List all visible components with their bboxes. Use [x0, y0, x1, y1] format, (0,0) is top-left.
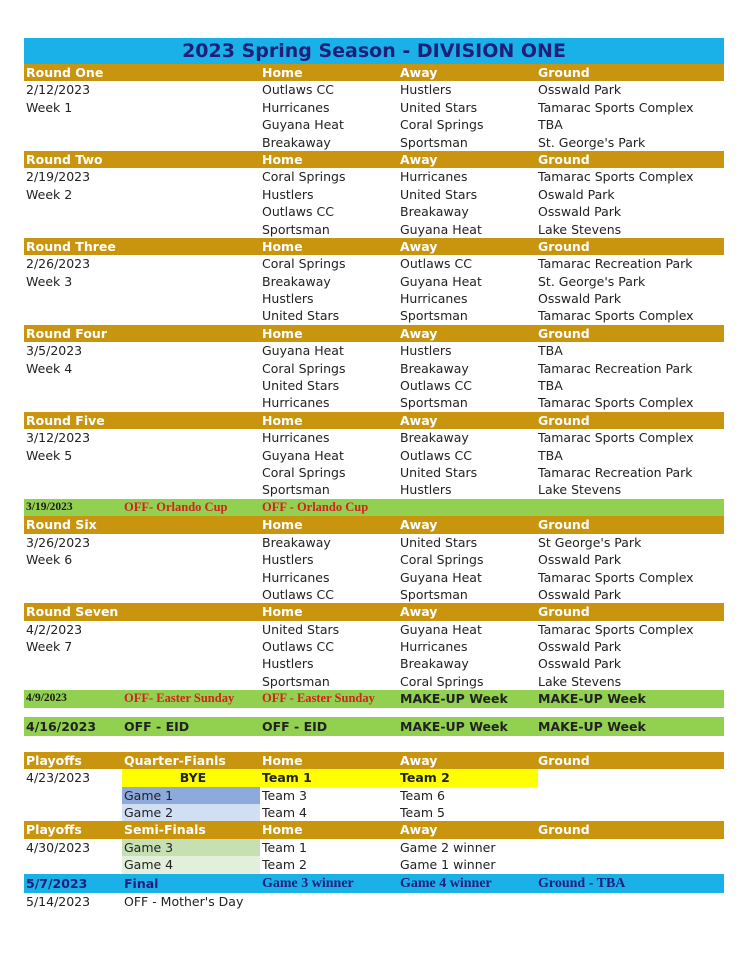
game-away: Team 6: [400, 787, 445, 803]
home-team: United Stars: [262, 378, 340, 394]
playoffs-qf-header: [24, 752, 724, 769]
away-team: United Stars: [400, 464, 478, 480]
game-label: Game 2: [124, 805, 174, 821]
ground-header: Ground: [538, 151, 590, 167]
away-header: Away: [400, 412, 438, 428]
match-row: [24, 551, 724, 568]
match-row: [24, 429, 724, 446]
match-row: [24, 464, 724, 481]
round-name: Round Five: [26, 412, 105, 428]
round-week: Week 4: [26, 360, 73, 376]
off-home: OFF - Easter Sunday: [262, 691, 375, 706]
round-header: [24, 64, 724, 81]
ground: Lake Stevens: [538, 221, 622, 237]
home-team: Sportsman: [262, 221, 330, 237]
match-row: [24, 221, 724, 238]
away-header: Away: [400, 604, 438, 620]
ground-header: Ground: [538, 238, 590, 254]
ground: Tamarac Sports Complex: [538, 99, 694, 115]
home-header: Home: [262, 517, 303, 533]
round-week: Week 5: [26, 447, 73, 463]
ground-header: Ground: [538, 65, 590, 80]
ground: Tamarac Sports Complex: [538, 430, 694, 446]
round-header: [24, 151, 724, 168]
ground-header: Ground: [538, 752, 590, 768]
makeup-ground: MAKE-UP Week: [538, 691, 646, 707]
round-name: Round Two: [26, 151, 103, 167]
ground: Osswald Park: [538, 586, 622, 602]
away-header: Away: [400, 151, 438, 167]
off-label: OFF- Orlando Cup: [124, 499, 228, 514]
off-row-orlando: [24, 499, 724, 517]
makeup-away: MAKE-UP Week: [400, 718, 508, 734]
game-home: Team 4: [262, 805, 307, 821]
ground: St. George's Park: [538, 273, 646, 289]
home-header: Home: [262, 238, 303, 254]
round-name: Round Four: [26, 325, 107, 341]
match-row: [24, 186, 724, 203]
home-team: Coral Springs: [262, 169, 346, 185]
game-label: Game 1: [124, 787, 174, 803]
away-team: United Stars: [400, 534, 478, 550]
ground: Osswald Park: [538, 552, 622, 568]
ground: Lake Stevens: [538, 482, 622, 498]
home-team: Guyana Heat: [262, 447, 344, 463]
round-date: 3/12/2023: [26, 430, 91, 446]
qf-game1-row: [24, 787, 724, 804]
round-week: Week 3: [26, 273, 73, 289]
home-team: Coral Springs: [262, 256, 346, 272]
home-team: Hustlers: [262, 552, 314, 568]
home-team: Hurricanes: [262, 99, 330, 115]
sf-date: 4/30/2023: [26, 839, 91, 855]
ground: Osswald Park: [538, 82, 622, 98]
ground-header: Ground: [538, 604, 590, 620]
off-home: OFF - Orlando Cup: [262, 499, 369, 514]
match-row: [24, 342, 724, 359]
home-header: Home: [262, 752, 303, 768]
sheet-title: 2023 Spring Season - DIVISION ONE: [24, 38, 724, 64]
stage-label: Semi-Finals: [124, 822, 206, 838]
stage-label: Quarter-Fianls: [124, 752, 226, 768]
away-team: Guyana Heat: [400, 569, 482, 585]
away-team: Hurricanes: [400, 291, 468, 307]
home-team: Outlaws CC: [262, 204, 334, 220]
match-row: [24, 394, 724, 411]
home-team: Hustlers: [262, 291, 314, 307]
ground: Osswald Park: [538, 291, 622, 307]
game-away: Game 2 winner: [400, 839, 496, 855]
ground-header: Ground: [538, 517, 590, 533]
last-label: OFF - Mother's Day: [124, 893, 244, 909]
home-team: Hurricanes: [262, 430, 330, 446]
ground: Oswald Park: [538, 186, 615, 202]
makeup-away: MAKE-UP Week: [400, 691, 508, 707]
game-label: Game 4: [124, 857, 174, 873]
away-team: Sportsman: [400, 308, 468, 324]
final-ground: Ground - TBA: [538, 875, 626, 891]
ground: Lake Stevens: [538, 673, 622, 689]
playoffs-label: Playoffs: [26, 752, 82, 768]
match-row: [24, 203, 724, 220]
away-team: Hurricanes: [400, 639, 468, 655]
off-date: 4/9/2023: [26, 692, 67, 705]
round-date: 3/26/2023: [26, 534, 91, 550]
away-team: Outlaws CC: [400, 256, 472, 272]
game-home: Team 3: [262, 787, 307, 803]
home-team: Sportsman: [262, 482, 330, 498]
away-team: Guyana Heat: [400, 273, 482, 289]
round-date: 2/12/2023: [26, 82, 91, 98]
ground: Osswald Park: [538, 639, 622, 655]
game-away: Game 1 winner: [400, 857, 496, 873]
game-label: Game 3: [124, 839, 174, 855]
schedule-sheet: [24, 38, 724, 910]
home-team: United Stars: [262, 621, 340, 637]
match-row: [24, 534, 724, 551]
off-row-eid: [24, 717, 724, 736]
match-row: [24, 621, 724, 638]
off-date: 4/16/2023: [26, 718, 97, 734]
round-header: [24, 516, 724, 533]
away-team: Hurricanes: [400, 169, 468, 185]
away-team: Breakaway: [400, 656, 469, 672]
qf-bye-row: [24, 769, 724, 786]
home-team: Outlaws CC: [262, 82, 334, 98]
round-week: Week 6: [26, 552, 73, 568]
bye-label: BYE: [179, 770, 207, 786]
sf-game4-row: [24, 856, 724, 873]
away-team: Coral Springs: [400, 117, 484, 133]
ground: TBA: [538, 117, 563, 133]
away-header: Away: [400, 822, 438, 838]
final-date: 5/7/2023: [26, 875, 88, 891]
home-team: Sportsman: [262, 673, 330, 689]
off-home: OFF - EID: [262, 718, 328, 734]
round-name: Round Three: [26, 238, 116, 254]
qf-date: 4/23/2023: [26, 770, 91, 786]
away-team: Breakaway: [400, 360, 469, 376]
round-date: 3/5/2023: [26, 343, 83, 359]
final-label: Final: [124, 875, 159, 891]
match-row: [24, 447, 724, 464]
home-header: Home: [262, 65, 303, 80]
away-header: Away: [400, 238, 438, 254]
away-team: Coral Springs: [400, 552, 484, 568]
home-team: Hurricanes: [262, 569, 330, 585]
home-team: Guyana Heat: [262, 117, 344, 133]
round-name: Round One: [26, 65, 104, 80]
game-home: Team 2: [262, 857, 307, 873]
away-team: United Stars: [400, 186, 478, 202]
match-row: [24, 134, 724, 151]
match-row: [24, 116, 724, 133]
match-row: [24, 377, 724, 394]
off-label: OFF- Easter Sunday: [124, 691, 235, 706]
away-header: Away: [400, 325, 438, 341]
home-team: Breakaway: [262, 134, 331, 150]
away-header: Away: [400, 517, 438, 533]
ground-header: Ground: [538, 412, 590, 428]
match-row: [24, 655, 724, 672]
home-team: Breakaway: [262, 273, 331, 289]
home-team: Hustlers: [262, 186, 314, 202]
ground: TBA: [538, 447, 563, 463]
match-row: [24, 638, 724, 655]
home-team: Outlaws CC: [262, 639, 334, 655]
round-header: [24, 238, 724, 255]
home-team: Hurricanes: [262, 395, 330, 411]
rounds-block-2: [24, 516, 724, 690]
home-team: Guyana Heat: [262, 343, 344, 359]
round-week: Week 7: [26, 639, 73, 655]
away-header: Away: [400, 65, 438, 80]
home-header: Home: [262, 151, 303, 167]
away-header: Away: [400, 752, 438, 768]
game-home: Team 1: [262, 839, 307, 855]
away-team: United Stars: [400, 99, 478, 115]
ground: Tamarac Sports Complex: [538, 621, 694, 637]
away-team: Breakaway: [400, 430, 469, 446]
playoffs-label: Playoffs: [26, 822, 82, 838]
home-header: Home: [262, 325, 303, 341]
away-team: Sportsman: [400, 586, 468, 602]
off-label: OFF - EID: [124, 718, 190, 734]
rounds-block-1: [24, 64, 724, 499]
last-date: 5/14/2023: [26, 893, 91, 909]
ground: St George's Park: [538, 534, 642, 550]
round-week: Week 1: [26, 99, 73, 115]
bye-away: Team 2: [400, 770, 450, 786]
ground: Osswald Park: [538, 204, 622, 220]
ground-header: Ground: [538, 325, 590, 341]
home-team: Coral Springs: [262, 360, 346, 376]
home-header: Home: [262, 412, 303, 428]
match-row: [24, 99, 724, 116]
round-date: 2/19/2023: [26, 169, 91, 185]
match-row: [24, 307, 724, 324]
match-row: [24, 481, 724, 498]
ground: St. George's Park: [538, 134, 646, 150]
match-row: [24, 673, 724, 690]
final-row: [24, 874, 724, 893]
qf-game2-row: [24, 804, 724, 821]
away-team: Coral Springs: [400, 673, 484, 689]
sf-game3-row: [24, 839, 724, 856]
away-team: Breakaway: [400, 204, 469, 220]
ground-header: Ground: [538, 822, 590, 838]
final-away: Game 4 winner: [400, 875, 492, 891]
home-team: Outlaws CC: [262, 586, 334, 602]
off-date: 3/19/2023: [26, 500, 73, 513]
playoffs-sf-header: [24, 821, 724, 838]
match-row: [24, 273, 724, 290]
away-team: Sportsman: [400, 395, 468, 411]
ground: Osswald Park: [538, 656, 622, 672]
match-row: [24, 569, 724, 586]
round-date: 4/2/2023: [26, 621, 83, 637]
round-name: Round Seven: [26, 604, 119, 620]
ground: Tamarac Sports Complex: [538, 169, 694, 185]
away-team: Guyana Heat: [400, 621, 482, 637]
bye-home: Team 1: [262, 770, 312, 786]
ground: Tamarac Sports Complex: [538, 569, 694, 585]
ground: TBA: [538, 378, 563, 394]
away-team: Hustlers: [400, 343, 452, 359]
ground: Tamarac Recreation Park: [538, 360, 693, 376]
match-row: [24, 290, 724, 307]
ground: Tamarac Recreation Park: [538, 464, 693, 480]
round-week: Week 2: [26, 186, 73, 202]
off-row-easter: [24, 690, 724, 708]
home-team: Coral Springs: [262, 464, 346, 480]
round-header: [24, 603, 724, 620]
final-home: Game 3 winner: [262, 875, 354, 891]
round-header: [24, 412, 724, 429]
ground: Tamarac Sports Complex: [538, 395, 694, 411]
game-away: Team 5: [400, 805, 445, 821]
ground: TBA: [538, 343, 563, 359]
round-name: Round Six: [26, 517, 97, 533]
mothers-day-row: [24, 893, 724, 910]
home-header: Home: [262, 604, 303, 620]
home-team: United Stars: [262, 308, 340, 324]
match-row: [24, 586, 724, 603]
match-row: [24, 255, 724, 272]
home-team: Hustlers: [262, 656, 314, 672]
match-row: [24, 168, 724, 185]
home-team: Breakaway: [262, 534, 331, 550]
match-row: [24, 360, 724, 377]
ground: Tamarac Recreation Park: [538, 256, 693, 272]
away-team: Hustlers: [400, 82, 452, 98]
home-header: Home: [262, 822, 303, 838]
away-team: Outlaws CC: [400, 447, 472, 463]
round-header: [24, 325, 724, 342]
away-team: Guyana Heat: [400, 221, 482, 237]
away-team: Hustlers: [400, 482, 452, 498]
makeup-ground: MAKE-UP Week: [538, 718, 646, 734]
away-team: Outlaws CC: [400, 378, 472, 394]
match-row: [24, 81, 724, 98]
round-date: 2/26/2023: [26, 256, 91, 272]
away-team: Sportsman: [400, 134, 468, 150]
ground: Tamarac Sports Complex: [538, 308, 694, 324]
